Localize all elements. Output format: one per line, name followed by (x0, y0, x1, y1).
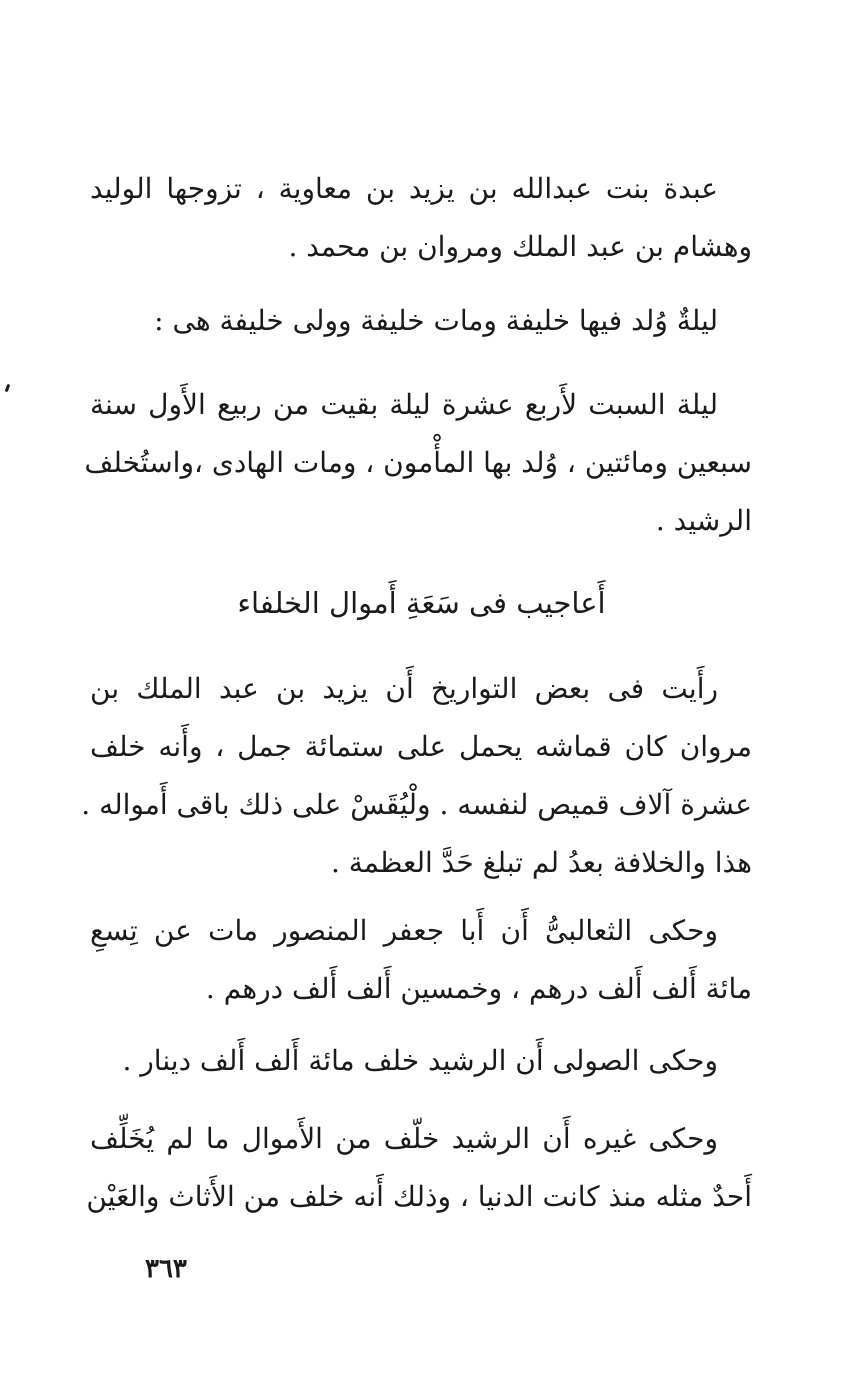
paragraph-saturday-night (84, 376, 752, 550)
text-line: أَحدٌ مثله منذ كانت الدنيا ، وذلك أَنه خلف من الأَثاث والعَيْن (86, 1180, 752, 1213)
text-line: هذا والخلافة بعدُ لم تبلغ حَدَّ العظمة . (330, 846, 752, 879)
paragraph-suli (90, 1032, 752, 1090)
paragraph-thaalibi (90, 902, 752, 1018)
text-line: ليلةٌ وُلد فيها خليفة ومات خليفة وولى خليفة هى : (154, 304, 718, 337)
text-line: وحكى غيره أَن الرشيد خلّف من الأَموال ما لم يُخَلِّف (90, 1122, 718, 1155)
paragraph-rashid (86, 1110, 752, 1226)
text-line: وحكى الثعالبىُّ أَن أَبا جعفر المنصور مات عن تِسعِ (90, 914, 718, 947)
page-number: ٣٦٣ (145, 1254, 187, 1284)
text-line: عبدة بنت عبدالله بن يزيد بن معاوية ، تزوجها الوليد (90, 172, 718, 205)
text-line: سبعين ومائتين ، وُلد بها المأْمون ، ومات الهادى ،واستُخلف (84, 446, 752, 479)
text-line: وهشام بن عبد الملك ومروان بن محمد . (288, 230, 752, 263)
section-heading: أَعاجيب فى سَعَةِ أَموال الخلفاء (237, 586, 606, 620)
text-line: الرشيد . (655, 504, 752, 537)
text-line: مائة أَلف أَلف درهم ، وخمسين أَلف أَلف درهم . (205, 972, 752, 1005)
paragraph-abda (90, 160, 752, 276)
text-line: مروان كان قماشه يحمل على ستمائة جمل ، وأَنه خلف (90, 730, 752, 763)
text-line: وحكى الصولى أَن الرشيد خلف مائة أَلف أَلف دينار . (122, 1044, 718, 1077)
margin-ink-mark (5, 384, 11, 393)
paragraph-yazid (81, 660, 752, 892)
text-line: ليلة السبت لأَربع عشرة ليلة بقيت من ربيع الأَول سنة (90, 388, 718, 421)
text-line: رأَيت فى بعض التواريخ أَن يزيد بن عبد الملك بن (90, 672, 718, 705)
paragraph-night-intro (90, 292, 752, 350)
text-line: عشرة آلاف قميص لنفسه . ولْيُقَسْ على ذلك باقى أَمواله . (81, 788, 752, 821)
